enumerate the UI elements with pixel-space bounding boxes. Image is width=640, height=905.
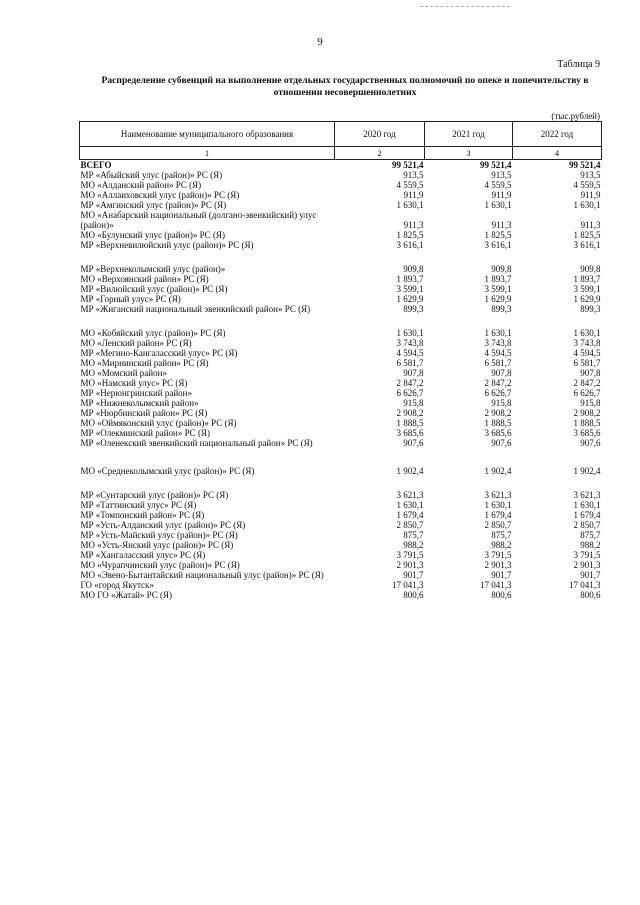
cell-2021: 1 893,7: [484, 274, 512, 284]
cell-name: МР «Нижнеколымский район»: [80, 398, 199, 408]
cell-2021: 899,3: [491, 304, 512, 314]
cell-2022: 988,2: [580, 540, 601, 550]
table-row: [80, 520, 602, 530]
cell-2022: 911,9: [580, 190, 601, 200]
cell-2021: 1 629,9: [484, 294, 512, 304]
cell-name: МР «Мегино-Кангаласский улус» РС (Я): [80, 348, 238, 358]
total-row: [80, 160, 602, 171]
header-name: Наименование муниципального образования: [80, 122, 335, 147]
cell-2021: 3 743,8: [484, 338, 512, 348]
cell-2021: 907,8: [491, 368, 512, 378]
table-row: [80, 510, 602, 520]
table-row: [80, 190, 602, 200]
cell-2021: 1 630,1: [484, 200, 512, 210]
cell-2022: 875,7: [580, 530, 601, 540]
cell-2021: 1 630,1: [484, 328, 512, 338]
cell-2021: 6 581,7: [484, 358, 512, 368]
cell-name: МР «Олекминский район» РС (Я): [80, 428, 210, 438]
cell-name: МО «Момский район»: [80, 368, 167, 378]
cell-2022: 2 850,7: [573, 520, 601, 530]
cell-2021: 907,6: [491, 438, 512, 448]
cell-2020: 988,2: [403, 540, 424, 550]
table-row: [80, 200, 602, 210]
cell-name: МО «Анабарский национальный (долгано-эвенкийский) улус (район)»: [80, 210, 317, 230]
cell-2020: 1 893,7: [396, 274, 424, 284]
cell-2021: 1 630,1: [484, 500, 512, 510]
cell-2022: 1 825,5: [573, 230, 601, 240]
cell-name: МР «Усть-Майский улус (район)» РС (Я): [80, 530, 238, 540]
cell-2020: 915,8: [403, 398, 424, 408]
cell-2022: 913,5: [580, 170, 601, 180]
subsidy-table: [79, 121, 602, 600]
cell-2020: 2 901,3: [396, 560, 424, 570]
cell-2020: 1 825,5: [396, 230, 424, 240]
cell-2020: 909,8: [403, 264, 424, 274]
cell-2022: 915,8: [580, 398, 601, 408]
cell-name: ВСЕГО: [80, 160, 112, 170]
cell-name: МР «Верхневилюйский улус (район)» РС (Я): [80, 240, 254, 250]
cell-2021: 99 521,4: [480, 160, 512, 170]
document-title: Распределение субвенций на выполнение отдельных государственных полномочий по опеке и попечительству в отношении несовершеннолетних: [101, 75, 589, 98]
cell-2022: 2 901,3: [573, 560, 601, 570]
cell-2020: 4 559,5: [396, 180, 424, 190]
table-row: [80, 284, 602, 294]
table-row: [80, 294, 602, 304]
cell-name: ГО «город Якутск»: [80, 580, 154, 590]
cell-2022: 800,6: [580, 590, 601, 600]
cell-2020: 1 679,4: [396, 510, 424, 520]
cell-2022: 3 616,1: [573, 240, 601, 250]
cell-2021: 915,8: [491, 398, 512, 408]
cell-2021: 909,8: [491, 264, 512, 274]
cell-2021: 3 791,5: [484, 550, 512, 560]
cell-2020: 3 791,5: [396, 550, 424, 560]
cell-2021: 911,3: [491, 220, 512, 230]
cell-2020: 1 630,1: [396, 328, 424, 338]
table-row: [80, 540, 602, 550]
cell-2020: 899,3: [403, 304, 424, 314]
cell-2020: 2 908,2: [396, 408, 424, 418]
table-row: [80, 560, 602, 570]
cell-2020: 99 521,4: [392, 160, 424, 170]
table-row: [80, 210, 602, 230]
cell-name: МО «Аллаиховский улус (район)» РС (Я): [80, 190, 240, 200]
cell-2021: 2 847,2: [484, 378, 512, 388]
cell-2021: 1 888,5: [484, 418, 512, 428]
header-num-3: 3: [425, 147, 513, 160]
table-row: [80, 580, 602, 590]
cell-2022: 4 559,5: [573, 180, 601, 190]
cell-2020: 3 599,1: [396, 284, 424, 294]
cell-name: МР «Жиганский национальный эвенкийский район» РС (Я): [80, 304, 311, 314]
table-row: [80, 550, 602, 560]
cell-2021: 988,2: [491, 540, 512, 550]
cell-name: МР «Горный улус» РС (Я): [80, 294, 181, 304]
cell-2021: 6 626,7: [484, 388, 512, 398]
cell-2020: 875,7: [403, 530, 424, 540]
row-spacer: [80, 476, 602, 490]
table-row: [80, 368, 602, 378]
cell-name: МО «Эвено-Бытантайский национальный улус (район)» РС (Я): [80, 570, 324, 580]
cell-2020: 6 581,7: [396, 358, 424, 368]
cell-2021: 3 685,6: [484, 428, 512, 438]
cell-name: МО «Намский улус» РС (Я): [80, 378, 188, 388]
cell-name: МР «Сунтарский улус (район)» РС (Я): [80, 490, 229, 500]
cell-2021: 4 559,5: [484, 180, 512, 190]
cell-2020: 2 847,2: [396, 378, 424, 388]
table-row: [80, 570, 602, 580]
cell-2021: 1 902,4: [484, 466, 512, 476]
cell-name: МО «Булунский улус (район)» РС (Я): [80, 230, 225, 240]
cell-2022: 2 908,2: [573, 408, 601, 418]
cell-2020: 1 888,5: [396, 418, 424, 428]
cell-2022: 1 902,4: [573, 466, 601, 476]
cell-2022: 2 847,2: [573, 378, 601, 388]
cell-2021: 3 599,1: [484, 284, 512, 294]
cell-2022: 907,6: [580, 438, 601, 448]
cell-name: МО ГО «Жатай» РС (Я): [80, 590, 173, 600]
table-row: [80, 530, 602, 540]
table-row: [80, 348, 602, 358]
cell-2022: 3 791,5: [573, 550, 601, 560]
cell-2020: 4 594,5: [396, 348, 424, 358]
page-number: 9: [317, 36, 323, 48]
cell-2020: 2 850,7: [396, 520, 424, 530]
cell-2022: 1 893,7: [573, 274, 601, 284]
cell-2020: 1 902,4: [396, 466, 424, 476]
cell-2020: 913,5: [403, 170, 424, 180]
cell-2021: 901,7: [491, 570, 512, 580]
cell-2022: 909,8: [580, 264, 601, 274]
cell-2022: 3 685,6: [573, 428, 601, 438]
cell-2022: 99 521,4: [569, 160, 601, 170]
cell-2020: 800,6: [403, 590, 424, 600]
cell-2022: 899,3: [580, 304, 601, 314]
cell-name: МР «Амгинский улус (район)» РС (Я): [80, 200, 227, 210]
cell-2022: 1 630,1: [573, 328, 601, 338]
cell-2020: 907,8: [403, 368, 424, 378]
cell-2020: 3 685,6: [396, 428, 424, 438]
cell-name: МР «Оленекский эвенкийский национальный район» РС (Я): [80, 438, 313, 448]
cell-2022: 907,8: [580, 368, 601, 378]
header-num-1: 1: [80, 147, 335, 160]
cell-2022: 3 743,8: [573, 338, 601, 348]
cell-2021: 3 621,3: [484, 490, 512, 500]
cell-name: МО «Среднеколымский улус (район)» РС (Я): [80, 466, 255, 476]
cell-2021: 2 901,3: [484, 560, 512, 570]
cell-name: МО «Усть-Янский улус (район)» РС (Я): [80, 540, 234, 550]
table-row: [80, 338, 602, 348]
row-spacer: [80, 314, 602, 328]
table-row: [80, 490, 602, 500]
cell-name: МР «Нюрбинский район» РС (Я): [80, 408, 208, 418]
cell-2021: 913,5: [491, 170, 512, 180]
cell-2021: 1 825,5: [484, 230, 512, 240]
header-num-2: 2: [335, 147, 425, 160]
cell-name: МО «Алданский район» РС (Я): [80, 180, 202, 190]
header-num-4: 4: [513, 147, 602, 160]
table-row: [80, 408, 602, 418]
table-row: [80, 358, 602, 368]
row-spacer: [80, 250, 602, 264]
table-row: [80, 500, 602, 510]
cell-2022: 6 581,7: [573, 358, 601, 368]
cell-2022: 3 621,3: [573, 490, 601, 500]
cell-2022: 1 630,1: [573, 500, 601, 510]
table-row: [80, 398, 602, 408]
cell-name: МО «Ленский район» РС (Я): [80, 338, 192, 348]
table-row: [80, 274, 602, 284]
table-row: [80, 264, 602, 274]
table-row: [80, 328, 602, 338]
scan-marks: [420, 6, 510, 9]
cell-name: МО «Мирнинский район» РС (Я): [80, 358, 209, 368]
cell-2020: 17 041,3: [392, 580, 424, 590]
cell-2020: 911,3: [403, 220, 424, 230]
cell-2020: 3 621,3: [396, 490, 424, 500]
cell-2020: 1 630,1: [396, 200, 424, 210]
cell-2022: 1 629,9: [573, 294, 601, 304]
table-row: [80, 438, 602, 448]
cell-2020: 6 626,7: [396, 388, 424, 398]
cell-2020: 901,7: [403, 570, 424, 580]
table-row: [80, 388, 602, 398]
table-row: [80, 590, 602, 600]
header-2022: 2022 год: [513, 122, 602, 147]
cell-2021: 17 041,3: [480, 580, 512, 590]
cell-2021: 2 908,2: [484, 408, 512, 418]
cell-name: МР «Томпонский район» РС (Я): [80, 510, 205, 520]
cell-2022: 1 679,4: [573, 510, 601, 520]
cell-2021: 1 679,4: [484, 510, 512, 520]
cell-name: МР «Таттинский улус» РС (Я): [80, 500, 197, 510]
header-2021: 2021 год: [425, 122, 513, 147]
cell-2020: 911,9: [403, 190, 424, 200]
cell-name: МО «Оймяконский улус (район)» РС (Я): [80, 418, 237, 428]
cell-name: МО «Верхоянский район» РС (Я): [80, 274, 209, 284]
table-row: [80, 170, 602, 180]
table-row: [80, 466, 602, 476]
cell-name: МР «Нерюнгринский район»: [80, 388, 192, 398]
cell-2021: 800,6: [491, 590, 512, 600]
cell-name: МО «Кобяйский улус (район)» РС (Я): [80, 328, 226, 338]
row-spacer: [80, 448, 602, 466]
cell-2022: 1 888,5: [573, 418, 601, 428]
cell-name: МР «Абыйский улус (район)» РС (Я): [80, 170, 223, 180]
units-label: (тыс.рублей): [551, 111, 600, 121]
cell-name: МР «Верхнеколымский улус (район)»: [80, 264, 226, 274]
cell-2021: 911,9: [491, 190, 512, 200]
cell-2021: 2 850,7: [484, 520, 512, 530]
table-row: [80, 230, 602, 240]
cell-2020: 3 616,1: [396, 240, 424, 250]
cell-name: МР «Усть-Алданский улус (район)» РС (Я): [80, 520, 246, 530]
table-row: [80, 304, 602, 314]
table-row: [80, 418, 602, 428]
cell-2022: 911,3: [580, 220, 601, 230]
cell-2022: 3 599,1: [573, 284, 601, 294]
table-row: [80, 240, 602, 250]
cell-2022: 6 626,7: [573, 388, 601, 398]
table-label: Таблица 9: [557, 59, 600, 70]
cell-2020: 1 630,1: [396, 500, 424, 510]
cell-name: МР «Вилюйский улус (район)» РС (Я): [80, 284, 228, 294]
header-2020: 2020 год: [335, 122, 425, 147]
cell-name: МР «Хангаласский улус» РС (Я): [80, 550, 206, 560]
cell-2022: 901,7: [580, 570, 601, 580]
cell-2022: 4 594,5: [573, 348, 601, 358]
table-row: [80, 428, 602, 438]
cell-name: МО «Чурапчинский улус (район)» РС (Я): [80, 560, 240, 570]
cell-2022: 17 041,3: [569, 580, 601, 590]
cell-2021: 875,7: [491, 530, 512, 540]
cell-2020: 3 743,8: [396, 338, 424, 348]
cell-2022: 1 630,1: [573, 200, 601, 210]
table-row: [80, 378, 602, 388]
cell-2021: 4 594,5: [484, 348, 512, 358]
cell-2020: 1 629,9: [396, 294, 424, 304]
cell-2020: 907,6: [403, 438, 424, 448]
cell-2021: 3 616,1: [484, 240, 512, 250]
table-row: [80, 180, 602, 190]
